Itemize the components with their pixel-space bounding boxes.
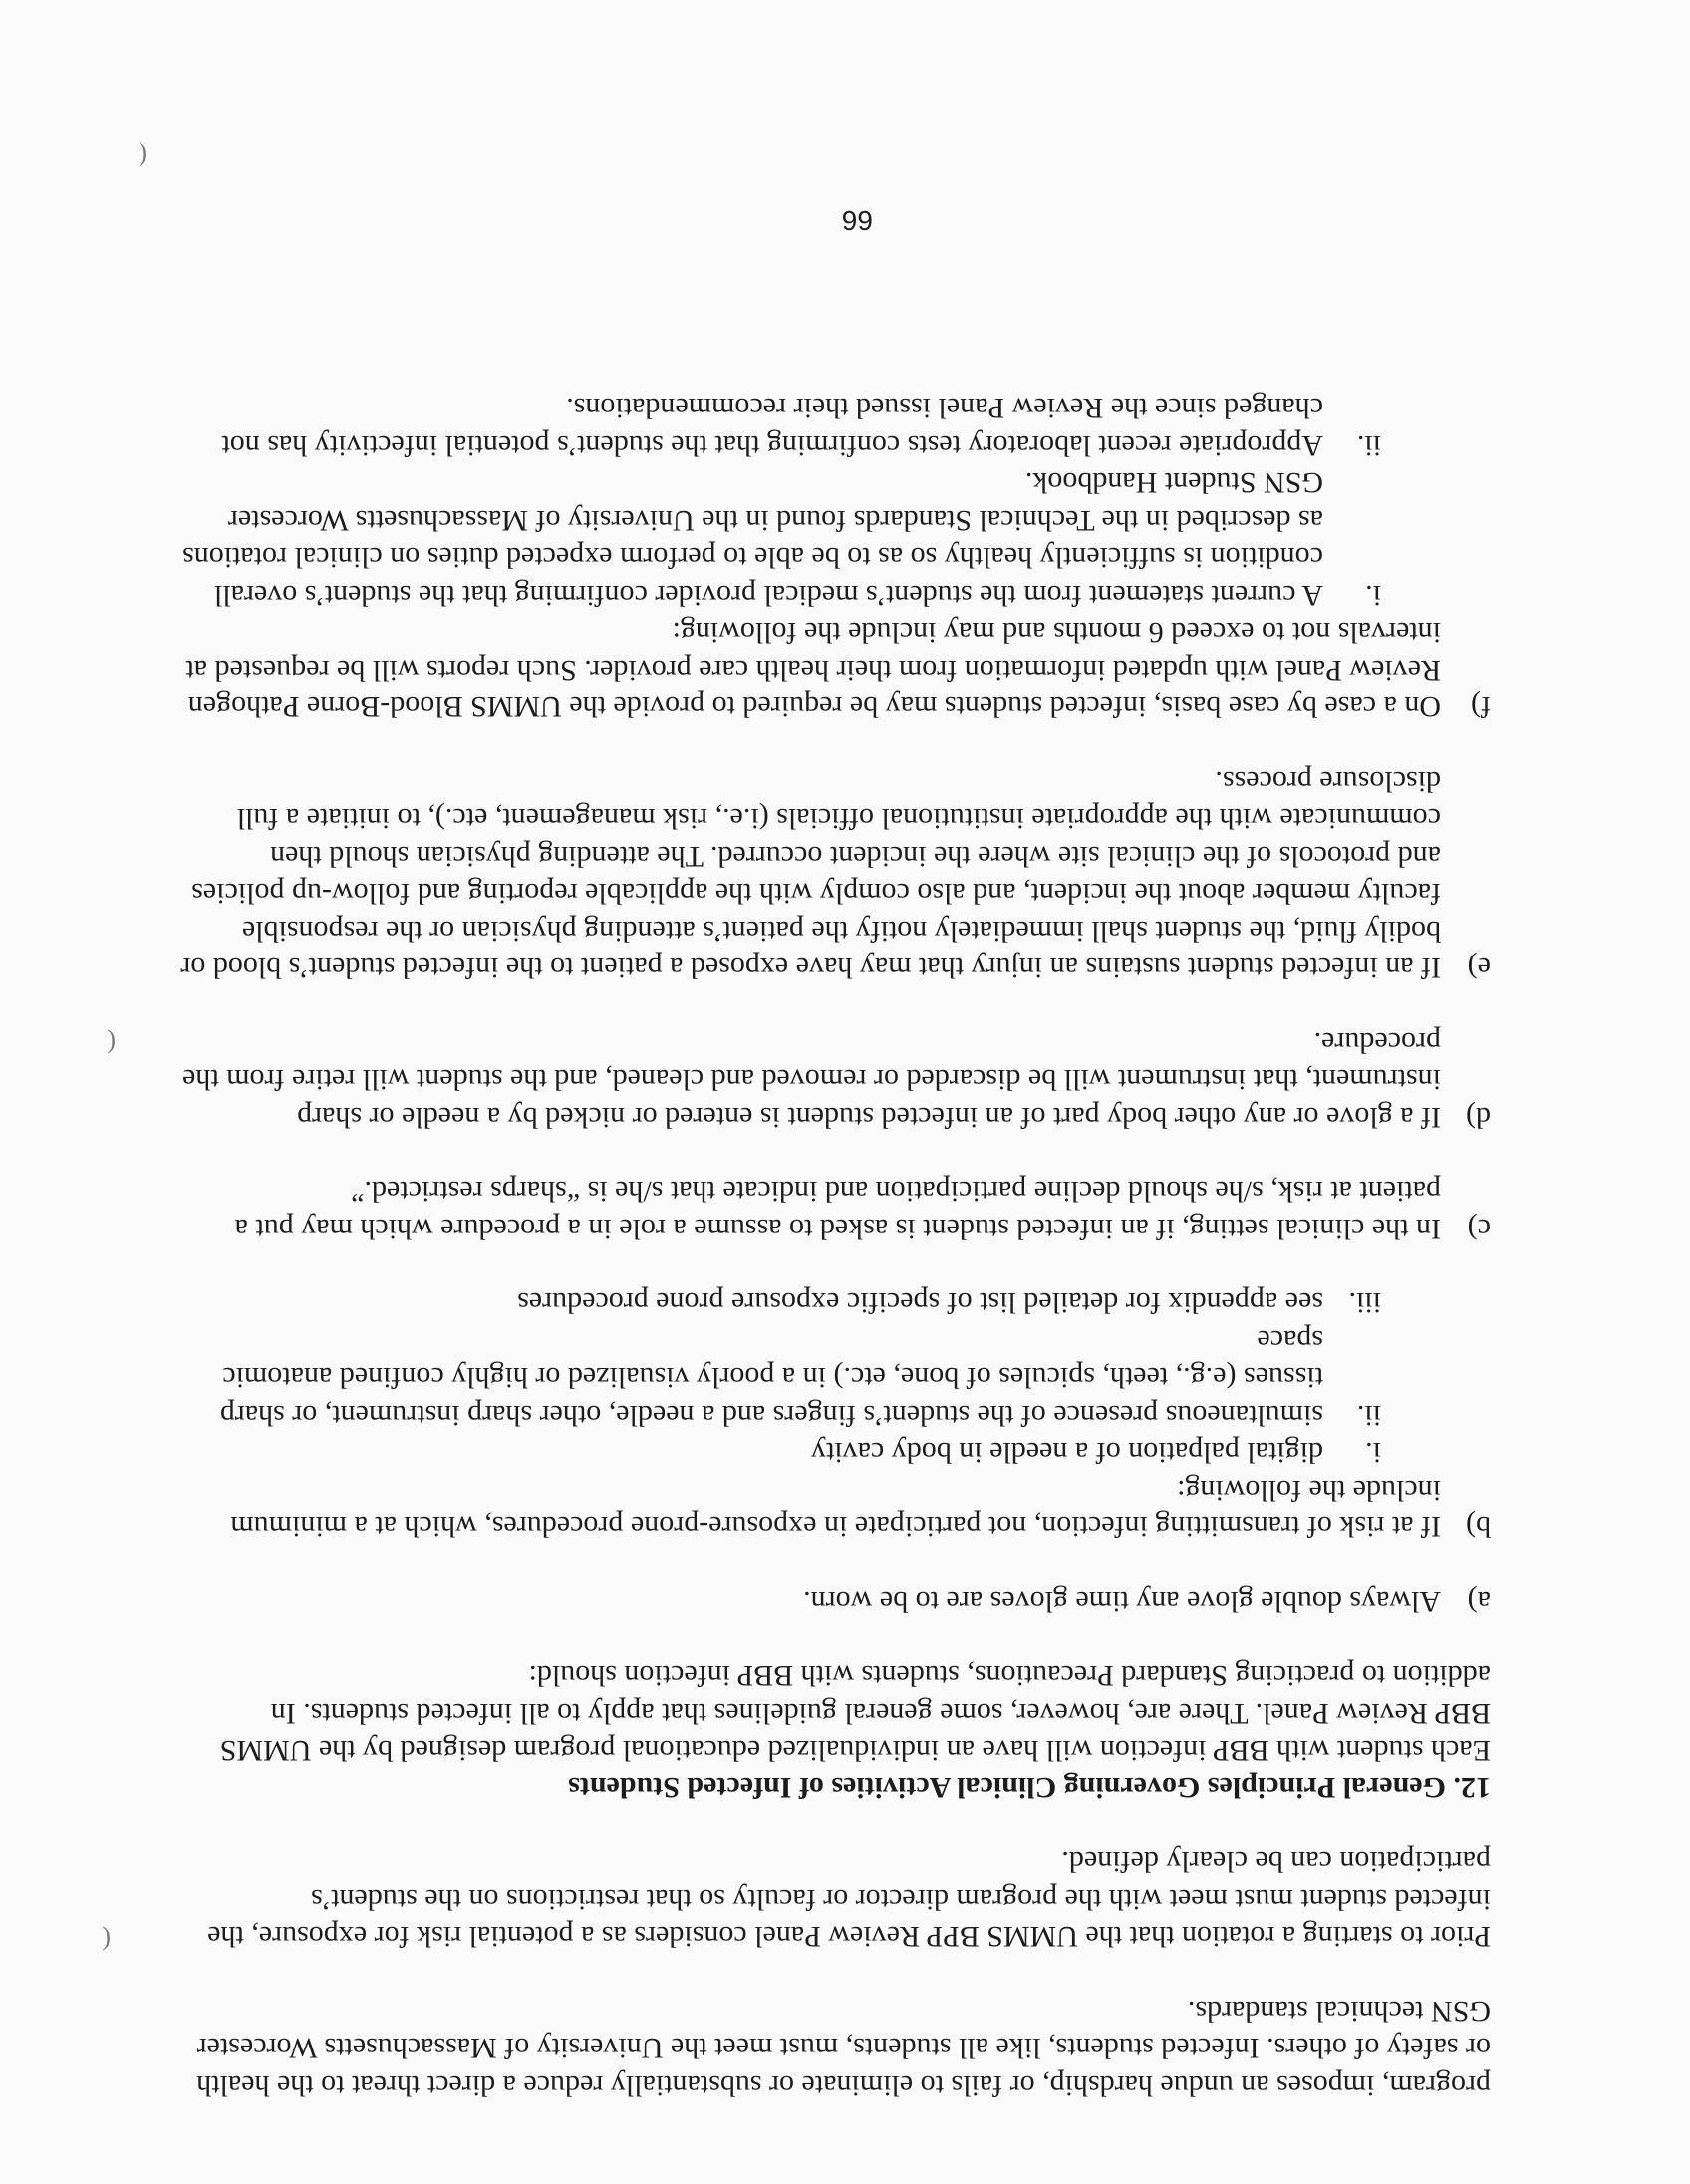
- sub-item-b-i: [175, 1434, 1381, 1472]
- page-number: 66: [841, 205, 873, 236]
- sub-label: i.: [1365, 579, 1381, 612]
- list-label: d): [1466, 1101, 1491, 1134]
- list-text: On a case by case basis, infected students may be required to provide the UMMS Blood-Borne Pathogen Review Panel with updated information from their health care provider. Such reports will be requested at intervals not to exceed 6 months and may include the following:: [185, 616, 1441, 724]
- margin-mark: (: [139, 142, 147, 171]
- sub-text: A current statement from the student’s medical provider confirming that the student’s overall condition is sufficiently healthy so as to be able to perform expected duties on clinical rotations as described in the Technical Standards found in the University of Massachusetts Worcester GSN Student Handbook.: [182, 466, 1323, 612]
- sub-item-f-ii: [175, 390, 1381, 464]
- sub-item-f-i: [175, 464, 1381, 614]
- list-text: If an infected student sustains an injury that may have exposed a patient to the infected student’s blood or bodily fluid, the student shall immediately notify the patient’s attending physician or the responsible faculty member about the incident, and also comply with the applicable reporting and follow-up policies and protocols of the clinical site where the incident occurred. The attending physician should then communicate with the appropriate institutional officials (i.e., risk management, etc.), to initiate a full disclosure process.: [180, 765, 1441, 985]
- list-item-e: [175, 763, 1491, 987]
- sub-text: see appendix for detailed list of specific exposure prone procedures: [517, 1286, 1323, 1320]
- list-item-b: [175, 1284, 1491, 1546]
- list-text: If at risk of transmitting infection, not participate in exposure-prone procedures, which at a minimum include the following:: [230, 1474, 1441, 1544]
- sub-label: iii.: [1348, 1286, 1381, 1320]
- sub-label: ii.: [1356, 429, 1381, 462]
- sub-text: digital palpation of a needle in body cavity: [810, 1436, 1323, 1470]
- list-text: Always double glove any time gloves are to be worn.: [803, 1585, 1441, 1618]
- sub-item-b-ii: [175, 1322, 1381, 1435]
- list-label: f): [1471, 690, 1491, 724]
- sub-text: simultaneous presence of the student’s fingers and a needle, other sharp instrument, or sharp tissues (e.g., teeth, spicules of bone, etc.) in a poorly visualized or highly confined anatomic space: [219, 1324, 1323, 1432]
- list-item-d: [175, 1024, 1491, 1137]
- list-label: a): [1467, 1585, 1491, 1618]
- list-label: b): [1466, 1510, 1491, 1544]
- section-heading: 12. General Principles Governing Clinical Activities of Infected Students: [568, 1772, 1491, 1804]
- list-text: In the clinical setting, if an infected student is asked to assume a role in a procedure which may put a patient at risk, s/he should decline participation and indicate that s/he is “sharps restricted.”: [234, 1175, 1441, 1245]
- intro-paragraph-1: program, imposes an undue hardship, or fails to eliminate or substantially reduce a direct threat to the health or safety of others. Infected students, like all students, must meet the University of Massachusetts Worcester GSN technical standards.: [196, 1995, 1491, 2102]
- intro-paragraph-2: Prior to starting a rotation that the UMMS BPP Review Panel considers as a potential risk for exposure, the infected student must meet with the program director or faculty so that restrictions on the student’s participation can be clearly defined.: [207, 1845, 1491, 1954]
- sub-text: Appropriate recent laboratory tests confirming that the student’s potential infectivity has not changed since the Review Panel issued their recommendations.: [221, 392, 1323, 462]
- sub-label: ii.: [1356, 1399, 1381, 1432]
- list-text: If a glove or any other body part of an infected student is entered or nicked by a needle or sharp instrument, that instrument will be discarded or removed and cleaned, and the student will retire from the procedure.: [182, 1026, 1441, 1134]
- list-item-a: [175, 1583, 1491, 1621]
- list-item-f: [175, 390, 1491, 726]
- list-label: c): [1467, 1213, 1491, 1245]
- sub-label: i.: [1365, 1436, 1381, 1470]
- margin-mark: (: [102, 1926, 111, 1955]
- section-intro: Each student with BBP infection will have an individualized educational program designed by the UMMS BBP Review Panel. There are, however, some general guidelines that apply to all infected students. In addition to practicing Standard Precautions, students with BBP infection should:: [219, 1659, 1491, 1768]
- list-label: e): [1467, 952, 1491, 985]
- list-item-c: [175, 1173, 1491, 1247]
- margin-mark: (: [107, 1029, 116, 1058]
- page-content: [175, 390, 1491, 2104]
- sub-item-b-iii: [175, 1284, 1381, 1322]
